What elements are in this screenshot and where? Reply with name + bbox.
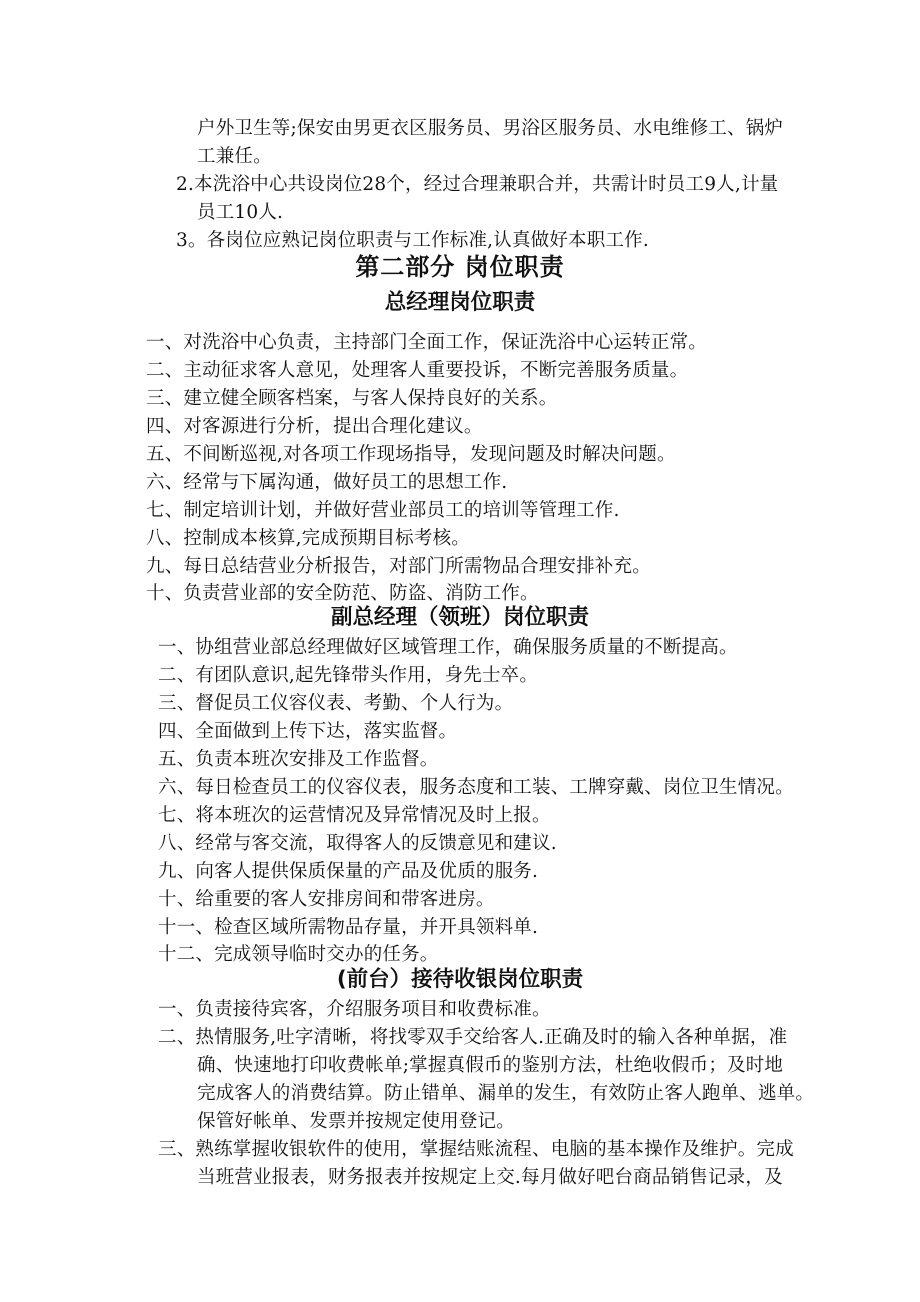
- dgm-section-title: 副总经理（领班）岗位职责: [330, 605, 589, 630]
- dgm-item: 三、督促员工仪容仪表、考勤、个人行为。: [158, 693, 514, 714]
- dgm-item: 八、经常与客交流，取得客人的反馈意见和建议.: [158, 833, 557, 854]
- intro-line: 工兼任。: [197, 146, 272, 167]
- intro-line: 户外卫生等;保安由男更衣区服务员、男浴区服务员、水电维修工、锅炉: [197, 118, 784, 139]
- dgm-item: 四、全面做到上传下达，落实监督。: [158, 721, 458, 742]
- intro-line: 员工10人.: [197, 202, 284, 223]
- gm-item: 七、制定培训计划，并做好营业部员工的培训等管理工作.: [146, 500, 620, 521]
- dgm-item: 十二、完成领导临时交办的任务。: [158, 944, 439, 965]
- dgm-item: 一、协组营业部总经理做好区域管理工作，确保服务质量的不断提高。: [158, 637, 738, 658]
- fd-line: 当班营业报表，财务报表并按规定上交.每月做好吧台商品销售记录，及: [197, 1167, 783, 1188]
- fd-line: 三、熟练掌握收银软件的使用，掌握结账流程、电脑的基本操作及维护。完成: [158, 1139, 794, 1160]
- dgm-item: 二、有团队意识,起先锋带头作用，身先士卒。: [158, 665, 539, 686]
- gm-item: 六、经常与下属沟通，做好员工的思想工作.: [146, 472, 508, 493]
- fd-line: 保管好帐单、发票并按规定使用登记。: [197, 1111, 515, 1132]
- gm-item: 九、每日总结营业分析报告，对部门所需物品合理安排补充。: [146, 556, 651, 577]
- gm-item: 二、主动征求客人意见，处理客人重要投诉，不断完善服务质量。: [146, 360, 689, 381]
- fd-line: 完成客人的消费结算。防止错单、漏单的发生，有效防止客人跑单、逃单。: [197, 1083, 815, 1104]
- part-title: 第二部分 岗位职责: [355, 253, 565, 281]
- gm-item: 一、对洗浴中心负责，主持部门全面工作，保证洗浴中心运转正常。: [146, 332, 708, 353]
- dgm-item: 六、每日检查员工的仪容仪表，服务态度和工装、工牌穿戴、岗位卫生情况。: [158, 777, 794, 798]
- fd-section-title: (前台）接待收银岗位职责: [336, 967, 584, 992]
- gm-item: 十、负责营业部的安全防范、防盗、消防工作。: [146, 583, 539, 604]
- gm-item: 三、建立健全顾客档案，与客人保持良好的关系。: [146, 388, 558, 409]
- fd-line: 二、热情服务,吐字清晰，将找零双手交给客人.正确及时的输入各种单据，准: [158, 1027, 788, 1048]
- dgm-item: 十、给重要的客人安排房间和带客进房。: [158, 889, 495, 910]
- intro-line: 2.本洗浴中心共设岗位28个，经过合理兼职合并，共需计时员工9人,计量: [176, 174, 779, 195]
- intro-line: 3。各岗位应熟记岗位职责与工作标准,认真做好本职工作.: [176, 230, 649, 251]
- dgm-item: 九、向客人提供保质保量的产品及优质的服务.: [158, 861, 539, 882]
- dgm-item: 七、将本班次的运营情况及异常情况及时上报。: [158, 805, 551, 826]
- fd-line: 一、负责接待宾客，介绍服务项目和收费标准。: [158, 999, 551, 1020]
- fd-line: 确、快速地打印收费帐单;掌握真假币的鉴别方法，杜绝收假币；及时地: [197, 1055, 784, 1076]
- dgm-item: 十一、检查区域所需物品存量，并开具领料单.: [158, 917, 539, 938]
- gm-section-title: 总经理岗位职责: [384, 290, 536, 315]
- gm-item: 八、控制成本核算,完成预期目标考核。: [146, 528, 470, 549]
- gm-item: 五、不间断巡视,对各项工作现场指导，发现问题及时解决问题。: [146, 444, 676, 465]
- dgm-item: 五、负责本班次安排及工作监督。: [158, 749, 439, 770]
- gm-item: 四、对客源进行分析，提出合理化建议。: [146, 416, 483, 437]
